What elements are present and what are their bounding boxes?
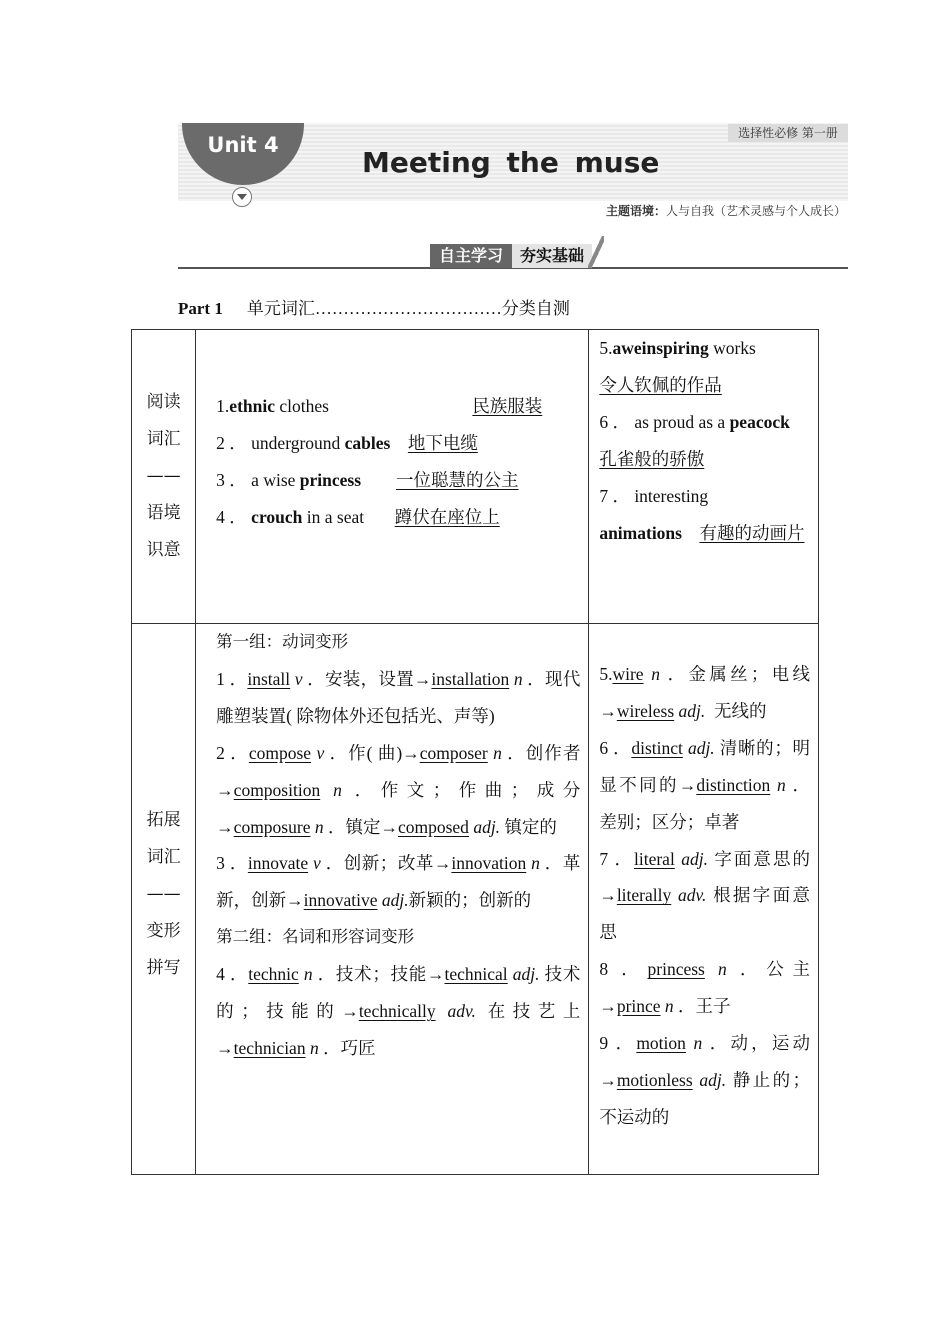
pos: n xyxy=(493,742,502,763)
answer-word: literal xyxy=(634,848,675,869)
item-rest: clothes xyxy=(275,395,329,416)
group-heading: 第二组：名词和形容词变形 xyxy=(216,927,415,947)
pos: adj. xyxy=(681,848,708,869)
vocab-table xyxy=(131,329,819,1175)
item-answer: 一位聪慧的公主 xyxy=(396,469,519,490)
part-heading xyxy=(178,294,570,319)
category-line: 拓展 xyxy=(146,810,181,830)
expand-left-cell xyxy=(196,624,589,1175)
page-title: Meeting the muse xyxy=(362,146,660,179)
reading-right-cell xyxy=(589,330,819,624)
pos: n xyxy=(718,959,727,980)
group-heading: 第一组：动词变形 xyxy=(216,632,349,651)
pos: n xyxy=(513,668,523,689)
answer-word: motionless xyxy=(616,1069,693,1090)
answer-word: innovate xyxy=(247,853,309,874)
pos: n xyxy=(314,816,324,837)
list-item: 7 ．literal adj. 字面意思的→literally adv. 根据字面意思 xyxy=(599,848,810,943)
list-item: 6 ．distinct adj. 清晰的；明显不同的→distinction n ．差别；区分；卓著 xyxy=(599,737,811,832)
category-line: 拼写 xyxy=(146,958,181,978)
answer-word: technically xyxy=(358,1001,436,1022)
answer-word: composition xyxy=(233,779,321,800)
list-item: 2 ．compose v ．作( 曲)→composer n ．创作者→composition n ．作文；作曲；成分→composure n ．镇定→composed adj. 镇定的 xyxy=(216,742,581,837)
list-item xyxy=(599,478,810,515)
item-num: 3 ． xyxy=(216,469,247,490)
list-item xyxy=(216,462,580,499)
category-line: 变形 xyxy=(146,921,181,941)
pos: n xyxy=(651,664,660,684)
pos: adj. xyxy=(687,737,715,758)
answer-word: technic xyxy=(248,964,299,985)
pos: adj. xyxy=(678,700,706,721)
category-reading xyxy=(132,330,196,624)
item-text: ．创作者→ xyxy=(216,742,581,800)
item-num: 2 ． xyxy=(216,432,247,453)
answer-word: composed xyxy=(397,816,469,837)
list-item: 9 ．motion n ．动，运动→motionless adj. 静止的；不运动的 xyxy=(599,1033,811,1127)
answer-word: composure xyxy=(233,816,311,837)
pos: n xyxy=(303,964,313,985)
pos: n xyxy=(693,1033,703,1054)
item-num: 7 ． xyxy=(599,486,630,506)
part-label: Part 1 xyxy=(178,299,223,318)
item-text: 技术的；技能的→ xyxy=(216,964,581,1022)
item-text: ．技术；技能→ xyxy=(312,964,445,985)
item-num: 4 ． xyxy=(216,506,247,527)
answer-word: wireless xyxy=(616,700,675,721)
item-text: 在技艺上→ xyxy=(216,1001,581,1058)
series-tag: 选择性必修 第一册 xyxy=(728,124,848,142)
item-answer: 蹲伏在座位上 xyxy=(394,506,500,527)
part-text: 单元词汇……………………………分类自测 xyxy=(246,299,570,318)
expand-right-cell xyxy=(589,624,819,1175)
item-word: peacock xyxy=(729,412,790,432)
pos: adj. xyxy=(381,890,409,911)
answer-word: composer xyxy=(419,742,488,763)
category-line: 识意 xyxy=(146,540,181,560)
item-rest: works xyxy=(708,338,756,358)
item-text: ．现代雕塑装置( 除物体外还包括光、声等) xyxy=(216,668,581,726)
item-word: cables xyxy=(344,432,391,453)
answer-word: innovation xyxy=(451,853,527,874)
item-answer: 令人钦佩的作品 xyxy=(599,375,722,395)
unit-label: Unit 4 xyxy=(207,133,279,157)
reading-left-cell xyxy=(196,330,589,624)
item-text: ．镇定→ xyxy=(323,816,398,837)
list-item xyxy=(599,367,810,404)
item-num: 6 ． xyxy=(599,412,630,432)
item-text: 清晰的；明显不同的→ xyxy=(599,737,811,795)
item-word: princess xyxy=(299,469,362,490)
answer-word: literally xyxy=(616,885,672,906)
answer-word: technician xyxy=(233,1037,306,1058)
item-text: ．创新；改革→ xyxy=(320,853,452,874)
item-text: ．作( 曲)→ xyxy=(324,742,420,763)
section-tab-left: 自主学习 xyxy=(430,244,512,268)
item-answer: 地下电缆 xyxy=(407,432,478,453)
pos: adj. xyxy=(699,1069,727,1090)
tab-decoration xyxy=(588,236,604,268)
answer-word: wire xyxy=(612,664,644,684)
pos: v xyxy=(294,668,303,689)
pos: adv. xyxy=(677,885,707,906)
category-expand xyxy=(132,624,196,1175)
category-line: —— xyxy=(146,466,181,486)
chevron-down-icon xyxy=(232,187,252,207)
item-text: 无线的 xyxy=(714,700,767,721)
item-text: ．金属丝；电线→ xyxy=(599,664,811,721)
list-item: 8 ．princess n ．公主→prince n ．王子 xyxy=(599,959,811,1017)
list-item xyxy=(599,404,810,441)
item-answer: 民族服装 xyxy=(472,395,543,416)
item-text: 根据字面意思 xyxy=(599,885,810,943)
pos: v xyxy=(313,853,321,874)
answer-word: innovative xyxy=(303,890,378,911)
item-text: 静止的；不运动的 xyxy=(599,1069,811,1127)
answer-word: distinction xyxy=(696,774,771,795)
list-item xyxy=(216,425,580,462)
pos: adj. xyxy=(512,964,540,985)
item-text: 新颖的；创新的 xyxy=(408,890,532,911)
category-line: 词汇 xyxy=(146,847,181,867)
item-answer: 孔雀般的骄傲 xyxy=(599,449,705,469)
pos: n xyxy=(664,996,674,1017)
answer-word: compose xyxy=(248,742,312,763)
list-item xyxy=(599,515,810,552)
list-item xyxy=(599,441,810,478)
item-rest: in a seat xyxy=(302,506,365,527)
list-item: 1 ．install v ．安装，设置→installation n ．现代雕塑装置( 除物体外还包括光、声等) xyxy=(216,668,581,726)
item-text: 字面意思的→ xyxy=(599,848,810,906)
item-text: ．革新，创新→ xyxy=(216,853,581,911)
pos: n xyxy=(309,1037,319,1058)
answer-word: motion xyxy=(636,1033,686,1054)
item-pre: a wise xyxy=(251,469,300,490)
answer-word: distinct xyxy=(631,737,683,758)
item-answer: 有趣的动画片 xyxy=(699,523,805,543)
category-line: 阅读 xyxy=(146,392,181,412)
section-tab-right: 夯实基础 xyxy=(512,244,592,268)
answer-word: prince xyxy=(616,996,661,1017)
item-word: animations xyxy=(599,523,682,543)
item-text: 镇定的 xyxy=(500,816,557,837)
category-line: —— xyxy=(146,884,181,904)
list-item: 3 ．innovate v ．创新；改革→innovation n ．革新，创新→innovative adj.新颖的；创新的 xyxy=(216,853,581,911)
category-line: 语境 xyxy=(146,503,181,523)
item-text: ．巧匠 xyxy=(318,1037,376,1058)
answer-word: install xyxy=(247,668,291,689)
pos: v xyxy=(316,742,325,763)
list-item xyxy=(216,388,580,425)
pos: adv. xyxy=(447,1001,476,1022)
list-item: 5.wire n ．金属丝；电线→wireless adj. 无线的 xyxy=(599,664,811,721)
pos: n xyxy=(531,853,540,874)
item-text: ．公主→ xyxy=(599,959,811,1017)
theme-label: 主题语境： xyxy=(605,204,666,218)
pos: adj. xyxy=(473,816,501,837)
list-item xyxy=(599,330,810,367)
item-pre: underground xyxy=(251,432,345,453)
answer-word: installation xyxy=(431,668,510,689)
category-line: 词汇 xyxy=(146,429,181,449)
item-text: ．动，运动→ xyxy=(599,1033,811,1090)
answer-word: technical xyxy=(444,964,508,985)
item-word: ethnic xyxy=(229,395,275,416)
item-word: aweinspiring xyxy=(612,338,709,358)
list-item xyxy=(216,499,580,536)
item-text: ．差别；区分；卓著 xyxy=(599,774,811,832)
theme-value: 人与自我（艺术灵感与个人成长） xyxy=(665,204,846,218)
item-pre: interesting xyxy=(634,486,709,506)
pos: n xyxy=(777,774,786,795)
pos: n xyxy=(333,779,342,800)
item-num: 5. xyxy=(599,338,613,358)
item-num: 1. xyxy=(216,395,230,416)
item-word: crouch xyxy=(251,506,303,527)
item-text: ．安装，设置→ xyxy=(302,668,432,689)
theme-line xyxy=(606,202,846,219)
item-text: ．王子 xyxy=(673,996,731,1017)
answer-word: princess xyxy=(647,959,705,980)
item-pre: as proud as a xyxy=(634,412,730,432)
list-item: 4 ．technic n ．技术；技能→technical adj. 技术的；技能的→technically adv. 在技艺上→technician n ．巧匠 xyxy=(216,964,581,1058)
item-text: ．作文；作曲；成分→ xyxy=(216,779,581,837)
